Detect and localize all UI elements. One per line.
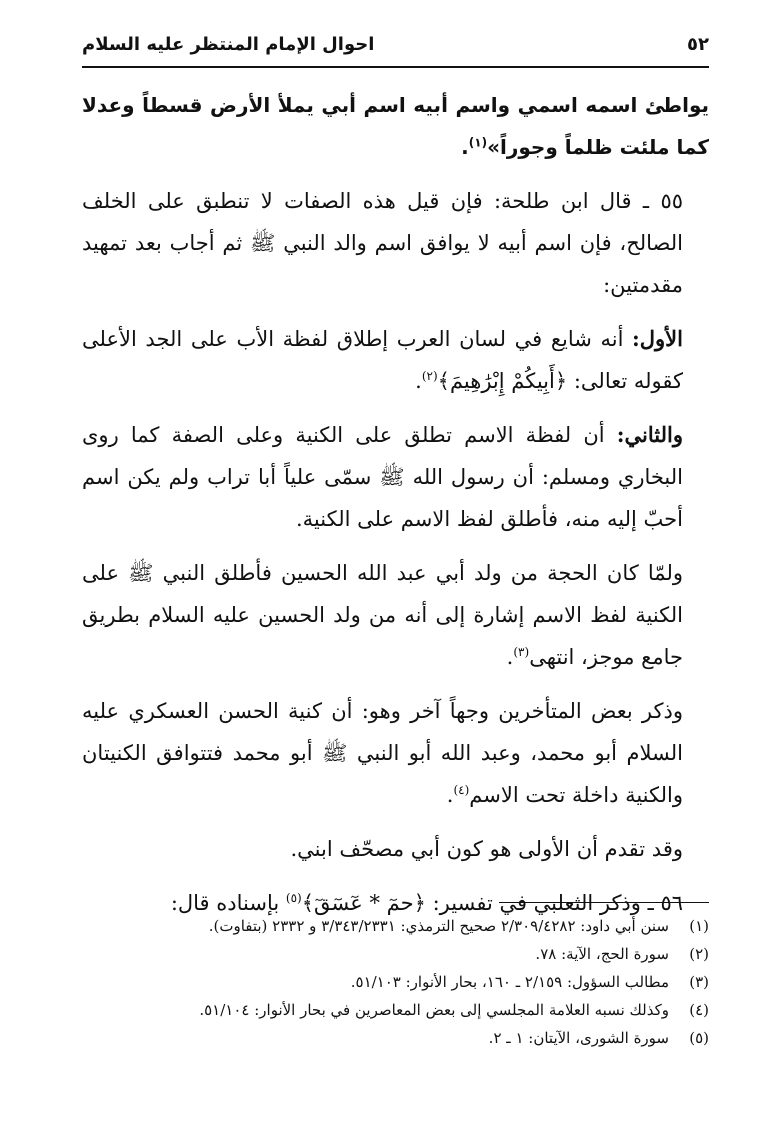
paragraph-thalabi: ٥٦ ـ وذكر الثعلبي في تفسير: ﴿حمٓ * عٓسٓقٓ﴾$^{(٥)}$ بإسناده قال:: [170, 891, 683, 915]
paragraph-previous-note: وقد تقدم أن الأولى هو كون أبي مصحّف ابني.: [290, 837, 683, 861]
footnotes: [82, 912, 709, 1052]
main-text: [82, 84, 709, 936]
paragraph-later-scholars: وذكر بعض المتأخرين وجهاً آخر وهو: أن كنية الحسن العسكري عليه السلام أبو محمد، وعبد الله أبو النبي ﷺ أبو محمد فتتوافق الكنيتان والكنية داخلة تحت الاسم$^{(٤)}$.: [82, 699, 683, 807]
footnote: (٥) سورة الشورى، الآيتان: ١ ـ ٢.: [488, 1029, 709, 1047]
paragraph-ibn-talha: ٥٥ ـ قال ابن طلحة: فإن قيل هذه الصفات لا تنطبق على الخلف الصالح، فإن اسم أبيه لا يوافق اسم والد النبي ﷺ ثم أجاب بعد تمهيد مقدمتين:: [82, 189, 683, 297]
paragraph-first-premise: الأول: أنه شايع في لسان العرب إطلاق لفظة الأب على الجد الأعلى كقوله تعالى: ﴿أَبِيكُمْ إِبْرَٰهِيمَ﴾$^{(٢)}$.: [82, 326, 683, 393]
paragraph-second-premise: والثاني: أن لفظة الاسم تطلق على الكنية وعلى الصفة كما روى البخاري ومسلم: أن رسول الله ﷺ سمّى علياً أبا تراب ولم يكن اسم أحبّ إليه منه، فأطلق لفظ الاسم على الكنية.: [82, 422, 683, 531]
footnote: (٤) وكذلك نسبه العلامة المجلسي إلى بعض المعاصرين في بحار الأنوار: ٥١/١٠٤.: [199, 1001, 709, 1019]
header-rule: [82, 66, 709, 68]
footnote: (١) سنن أبي داود: ٢/٣٠٩/٤٢٨٢ صحيح الترمذي: ٣/٣٤٣/٢٣٣١ و ٢٣٣٢ (بتفاوت).: [208, 917, 709, 935]
paragraph-hadith-end: يواطئ اسمه اسمي واسم أبيه اسم أبي يملأ الأرض قسطاً وعدلا كما ملئت ظلماً وجوراً»$^{(١)}$.: [82, 93, 709, 159]
footnote: (٢) سورة الحج، الآية: ٧٨.: [535, 945, 709, 963]
paragraph-hujja: ولمّا كان الحجة من ولد أبي عبد الله الحسين فأطلق النبي ﷺ على الكنية لفظ الاسم إشارة إلى أنه من ولد الحسين عليه السلام بطريق جامع موجز، انتهى$^{(٣)}$.: [82, 561, 683, 669]
footnote: (٣) مطالب السؤول: ٢/١٥٩ ـ ١٦٠، بحار الأنوار: ٥١/١٠٣.: [350, 973, 709, 991]
page-number: ٥٢: [687, 33, 709, 55]
page-header: [82, 28, 709, 60]
running-title: احوال الإمام المنتظر عليه السلام: [82, 33, 375, 55]
footnote-rule: [499, 902, 709, 903]
